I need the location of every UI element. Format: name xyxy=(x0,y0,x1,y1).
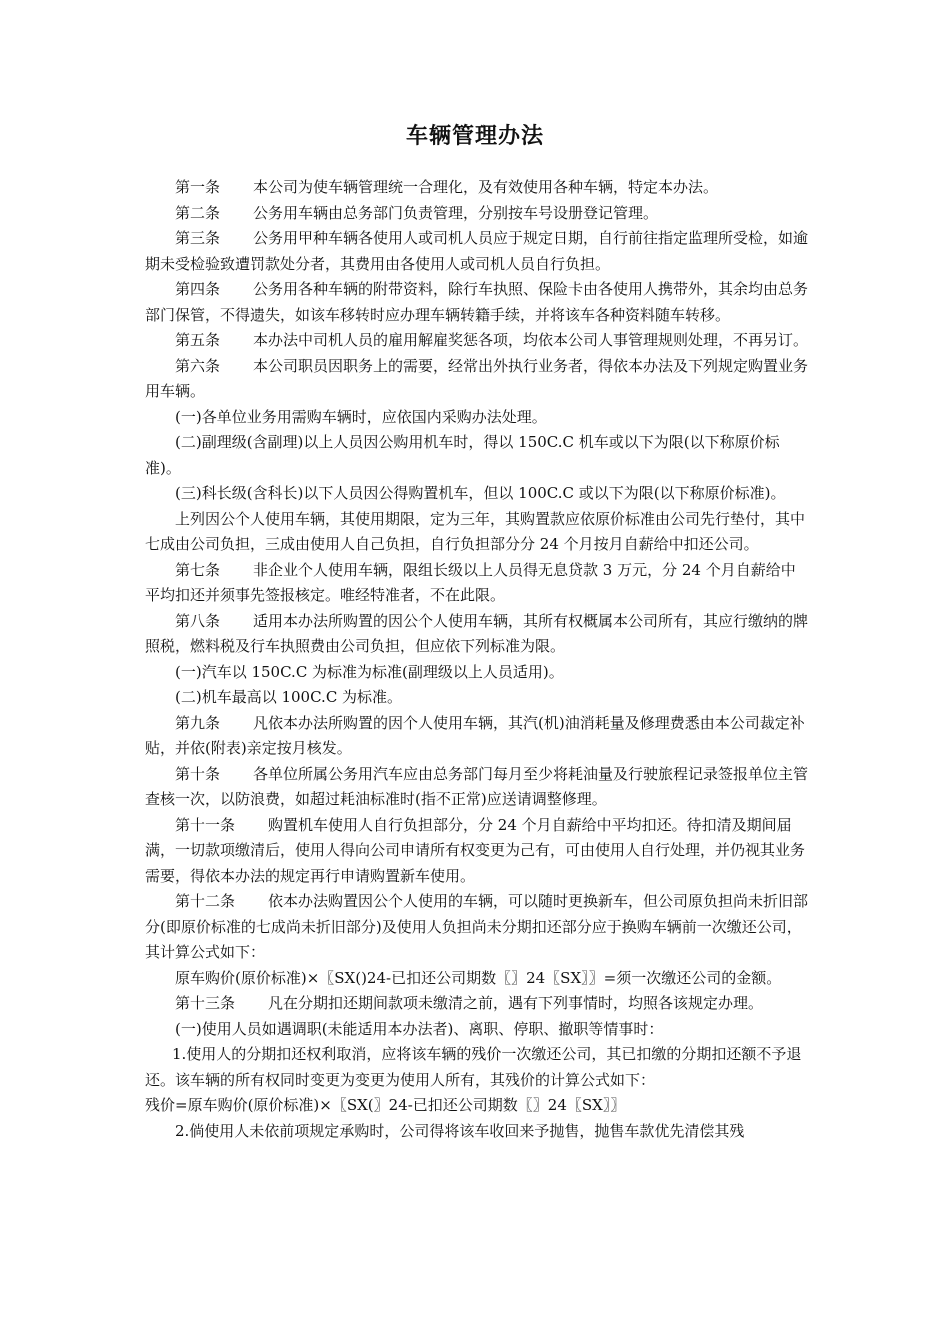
formula-13 xyxy=(145,1093,810,1119)
formula-12 xyxy=(145,966,810,992)
document-title: 车辆管理办法 xyxy=(405,124,544,149)
article-number: 第一条 xyxy=(175,178,221,196)
formula-text: 残价=原车购价(原价标准)×〖SX(〗24-已扣还公司期数〖〗24〖SX〗〗 xyxy=(145,1096,626,1114)
article-text: 公务用各种车辆的附带资料，除行车执照、保险卡由各使用人携带外，其余均由总务部门保管，不得遗失，如该车移转时应办理车辆转籍手续，并将该车各种资料随车转移。 xyxy=(145,280,809,324)
clause-8-1 xyxy=(145,660,810,686)
article-3 xyxy=(145,226,810,277)
item-13-1-1 xyxy=(145,1042,810,1093)
formula-text: 原车购价(原价标准)×〖SX()24-已扣还公司期数〖〗24〖SX〗〗=须一次缴还公司的金额。 xyxy=(175,968,782,987)
clause-8-2 xyxy=(145,685,810,711)
clause-6-2 xyxy=(145,430,810,481)
article-4 xyxy=(145,277,810,328)
clause-6-3 xyxy=(145,481,810,507)
article-number: 第二条 xyxy=(175,203,221,222)
article-12 xyxy=(145,889,810,966)
article-text: 凡在分期扣还期间款项未缴清之前，遇有下列事情时，均照各该规定办理。 xyxy=(268,994,764,1012)
article-text: 凡依本办法所购置的因个人使用车辆，其汽(机)油消耗量及修理费悉由本公司裁定补贴，并依(附表)亲定按月核发。 xyxy=(145,713,805,757)
article-number: 第三条 xyxy=(175,229,221,247)
clause-6-note xyxy=(145,507,810,558)
article-text: 本公司职员因职务上的需要，经常出外执行业务者，得依本办法及下列规定购置业务用车辆。 xyxy=(145,356,809,400)
article-6 xyxy=(145,354,810,405)
article-11 xyxy=(145,813,810,890)
item-text: 2.倘使用人未依前项规定承购时，公司得将该车收回来予抛售，抛售车款优先清偿其残 xyxy=(175,1121,745,1140)
document-body xyxy=(145,175,810,1144)
clause-text: 上列因公个人使用车辆，其使用期限，定为三年，其购置款应依原价标准由公司先行垫付，其中七成由公司负担，三成由使用人自己负担，自行负担部分分 24 个月按月自薪给中扣还公司。 xyxy=(145,509,806,553)
article-1 xyxy=(145,175,810,201)
clause-13-1 xyxy=(145,1017,810,1043)
article-number: 第八条 xyxy=(175,611,221,630)
item-text: 1.使用人的分期扣还权利取消，应将该车辆的残价一次缴还公司，其已扣缴的分期扣还额不予退还。该车辆的所有权同时变更为变更为使用人所有，其残价的计算公式如下： xyxy=(145,1045,802,1089)
article-text: 购置机车使用人自行负担部分，分 24 个月自薪给中平均扣还。待扣清及期间届满，一切款项缴清后，使用人得向公司申请所有权变更为己有，可由使用人自行处理，并仍视其业务需要，得依本办法的规定再行申请购置新车使用。 xyxy=(145,815,806,885)
article-number: 第九条 xyxy=(175,713,221,732)
item-13-1-2 xyxy=(145,1119,810,1145)
article-text: 适用本办法所购置的因公个人使用车辆，其所有权概属本公司所有，其应行缴纳的牌照税，燃料税及行车执照费由公司负担，但应依下列标准为限。 xyxy=(145,611,809,655)
article-text: 公务用甲种车辆各使用人或司机人员应于规定日期，自行前往指定监理所受检，如逾期未受检验致遭罚款处分者，其费用由各使用人或司机人员自行负担。 xyxy=(145,229,809,273)
clause-text: (二)机车最高以 100C.C 为标准。 xyxy=(175,688,403,706)
article-2 xyxy=(145,201,810,227)
article-number: 第六条 xyxy=(175,356,221,375)
article-number: 第四条 xyxy=(175,280,221,298)
article-text: 依本办法购置因公个人使用的车辆，可以随时更换新车，但公司原负担尚未折旧部分(即原价标准的七成尚未折旧部分)及使用人负担尚未分期扣还部分应于换购车辆前一次缴还公司，其计算公式如下： xyxy=(145,892,809,961)
article-number: 第五条 xyxy=(175,331,221,349)
article-8 xyxy=(145,609,810,660)
clause-text: (二)副理级(含副理)以上人员因公购用机车时，得以 150C.C 机车或以下为限(以下称原价标准)。 xyxy=(145,433,780,477)
article-text: 本公司为使车辆管理统一合理化，及有效使用各种车辆，特定本办法。 xyxy=(253,178,719,196)
article-9 xyxy=(145,711,810,762)
article-13 xyxy=(145,991,810,1017)
article-number: 第十一条 xyxy=(175,815,236,834)
article-number: 第七条 xyxy=(175,560,221,579)
clause-text: (一)各单位业务用需购车辆时，应依国内采购办法处理。 xyxy=(175,407,547,426)
clause-text: (一)使用人员如遇调职(未能适用本办法者)、离职、停职、撤职等情事时： xyxy=(175,1019,664,1038)
clause-6-1 xyxy=(145,405,810,431)
clause-text: (一)汽车以 150C.C 为标准为标准(副理级以上人员适用)。 xyxy=(175,662,564,681)
article-5 xyxy=(145,328,810,354)
article-text: 公务用车辆由总务部门负责管理，分别按车号设册登记管理。 xyxy=(253,203,659,222)
article-text: 各单位所属公务用汽车应由总务部门每月至少将耗油量及行驶旅程记录签报单位主管查核一次，以防浪费，如超过耗油标准时(指不正常)应送请调整修理。 xyxy=(145,764,809,808)
article-text: 本办法中司机人员的雇用解雇奖惩各项，均依本公司人事管理规则处理，不再另订。 xyxy=(253,331,809,349)
article-number: 第十条 xyxy=(175,764,221,783)
article-7 xyxy=(145,558,810,609)
clause-text: (三)科长级(含科长)以下人员因公得购置机车，但以 100C.C 或以下为限(以下称原价标准)。 xyxy=(175,484,786,502)
article-number: 第十三条 xyxy=(175,994,236,1012)
article-text: 非企业个人使用车辆，限组长级以上人员得无息贷款 3 万元，分 24 个月自薪给中平均扣还并须事先签报核定。唯经特准者，不在此限。 xyxy=(145,560,796,604)
article-number: 第十二条 xyxy=(175,892,236,910)
article-10 xyxy=(145,762,810,813)
